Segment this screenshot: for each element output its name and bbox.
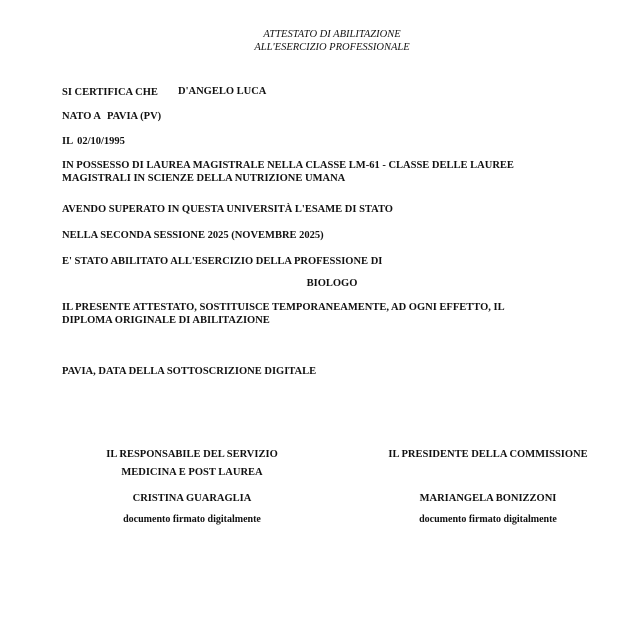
birthdate-value: 02/10/1995 xyxy=(77,136,125,147)
signature-block-left xyxy=(72,449,312,526)
born-label: NATO A xyxy=(62,111,101,122)
birthdate-line xyxy=(62,136,125,149)
signer-role-line-1: IL RESPONSABILE DEL SERVIZIO xyxy=(106,449,278,460)
signer-role-line-2: MEDICINA E POST LAUREA xyxy=(121,466,263,478)
degree-paragraph: IN POSSESSO DI LAUREA MAGISTRALE NELLA CLASSE LM-61 - CLASSE DELLE LAUREE MAGISTRALI IN SCIENZE DELLA NUTRIZIONE UMANA xyxy=(62,160,514,184)
digital-signature-note: documento firmato digitalmente xyxy=(123,513,261,525)
document-title xyxy=(0,29,640,54)
validity-paragraph: IL PRESENTE ATTESTATO, SOSTITUISCE TEMPORANEAMENTE, AD OGNI EFFETTO, IL DIPLOMA ORIGINALE DI ABILITAZIONE xyxy=(62,302,504,326)
title-line-2: ALL'ESERCIZIO PROFESSIONALE xyxy=(254,41,410,53)
holder-name: D'ANGELO LUCA xyxy=(178,86,267,97)
birthplace-line xyxy=(62,111,161,124)
certify-label: SI CERTIFICA CHE xyxy=(62,87,158,98)
birthplace-value: PAVIA (PV) xyxy=(107,111,162,122)
role-spacer xyxy=(368,462,608,480)
signer-role-line-1: IL PRESIDENTE DELLA COMMISSIONE xyxy=(388,449,588,460)
title-line-1: ATTESTATO DI ABILITAZIONE xyxy=(263,29,401,40)
exam-paragraph: AVENDO SUPERATO IN QUESTA UNIVERSITÀ L'ESAME DI STATO xyxy=(62,204,393,215)
digital-signature-note: documento firmato digitalmente xyxy=(419,513,557,525)
profession-title: BIOLOGO xyxy=(306,278,358,289)
signer-name: CRISTINA GUARAGLIA xyxy=(132,493,252,504)
date-label: IL xyxy=(62,136,74,147)
place-date-line: PAVIA, DATA DELLA SOTTOSCRIZIONE DIGITALE xyxy=(62,366,317,377)
signature-block-right xyxy=(368,449,608,526)
session-paragraph: NELLA SECONDA SESSIONE 2025 (NOVEMBRE 2025) xyxy=(62,230,324,241)
qualified-paragraph: E' STATO ABILITATO ALL'ESERCIZIO DELLA PROFESSIONE DI xyxy=(62,256,383,267)
signer-name: MARIANGELA BONIZZONI xyxy=(419,493,557,504)
